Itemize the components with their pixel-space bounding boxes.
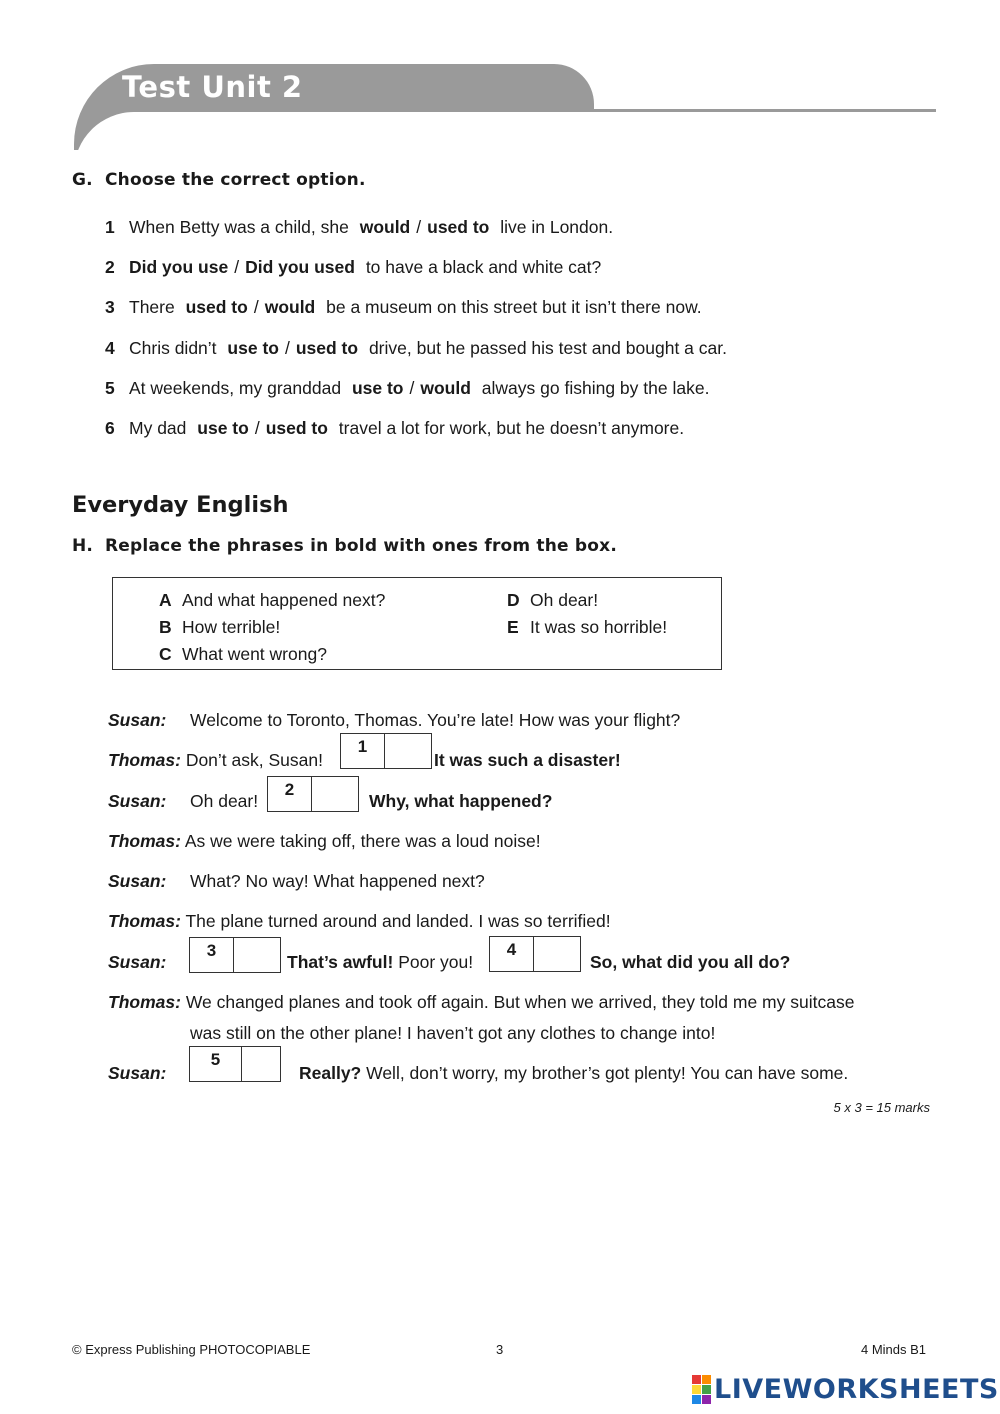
answer-blank[interactable]	[234, 938, 280, 972]
slash: /	[409, 378, 415, 398]
option-text: Oh dear!	[530, 590, 599, 610]
header-rule	[590, 109, 936, 112]
task-h-instruction: Replace the phrases in bold with ones from the box.	[105, 536, 617, 556]
speaker: Susan:	[108, 1063, 167, 1083]
option-text: It was so horrible!	[530, 617, 668, 637]
item-number: 6	[105, 418, 115, 438]
item-text: to have a black and white cat?	[365, 257, 602, 277]
task-h-heading	[72, 536, 617, 556]
answer-number: 5	[190, 1047, 242, 1081]
logo-tile	[692, 1395, 701, 1404]
item-text: My dad	[129, 418, 187, 438]
bold-phrase-2: Why, what happened?	[369, 791, 553, 811]
slash: /	[253, 297, 259, 317]
dialogue-line-5	[108, 871, 485, 892]
task-g-letter: G.	[72, 170, 93, 190]
option-1[interactable]: used to	[185, 297, 248, 317]
line-text: Welcome to Toronto, Thomas. You’re late! How was your flight?	[190, 710, 681, 730]
speaker: Susan:	[108, 871, 167, 891]
dialogue-line-7-middle	[287, 952, 473, 973]
bold-phrase-3: That’s awful!	[287, 952, 394, 972]
option-key: B	[159, 617, 172, 637]
liveworksheets-text: LIVEWORKSHEETS	[714, 1374, 999, 1405]
task-g-item-6	[105, 418, 684, 439]
phrase-option-e	[507, 617, 667, 638]
footer-book-title: 4 Minds B1	[861, 1342, 927, 1357]
option-1[interactable]: use to	[227, 338, 279, 358]
item-number: 4	[105, 338, 115, 358]
speaker: Susan:	[108, 952, 167, 972]
footer-copyright: © Express Publishing PHOTOCOPIABLE	[72, 1342, 311, 1357]
option-key: A	[159, 590, 172, 610]
option-1[interactable]: use to	[197, 418, 249, 438]
line-text: What? No way! What happened next?	[190, 871, 485, 891]
option-2[interactable]: used to	[427, 217, 490, 237]
header-tab-curve	[74, 112, 614, 172]
bold-phrase-1: It was such a disaster!	[434, 750, 621, 770]
line-text: Well, don’t worry, my brother’s got plenty! You can have some.	[366, 1063, 849, 1083]
option-key: E	[507, 617, 519, 637]
section-title: Everyday English	[72, 492, 289, 518]
item-text: always go fishing by the lake.	[481, 378, 710, 398]
phrase-option-b	[159, 617, 280, 638]
option-2[interactable]: would	[420, 378, 471, 398]
answer-blank[interactable]	[242, 1047, 280, 1081]
option-text: What went wrong?	[182, 644, 327, 664]
speaker: Susan:	[108, 791, 167, 811]
answer-box-4[interactable]	[489, 936, 581, 972]
task-g-item-1	[105, 217, 613, 238]
item-text: travel a lot for work, but he doesn’t anymore.	[338, 418, 685, 438]
task-h-letter: H.	[72, 536, 94, 556]
option-text: How terrible!	[182, 617, 281, 637]
logo-tile	[702, 1395, 711, 1404]
dialogue-line-4	[108, 831, 541, 852]
answer-box-2[interactable]	[267, 776, 359, 812]
item-number: 2	[105, 257, 115, 277]
line-text: Oh dear!	[190, 791, 259, 811]
logo-tile	[702, 1385, 711, 1394]
answer-blank[interactable]	[534, 937, 580, 971]
task-g-item-5	[105, 378, 709, 399]
phrase-box	[112, 577, 722, 670]
option-1[interactable]: would	[359, 217, 411, 237]
logo-tile	[692, 1385, 701, 1394]
phrase-option-d	[507, 590, 598, 611]
page-title: Test Unit 2	[122, 70, 303, 104]
line-text: Poor you!	[398, 952, 474, 972]
dialogue-line-1	[108, 710, 680, 731]
task-g-item-2	[105, 257, 601, 278]
dialogue-line-9	[108, 1063, 166, 1084]
task-g-item-4	[105, 338, 727, 359]
dialogue-line-6	[108, 911, 611, 932]
line-text: As we were taking off, there was a loud noise!	[184, 831, 541, 851]
answer-blank[interactable]	[312, 777, 358, 811]
item-text: When Betty was a child, she	[129, 217, 349, 237]
line-text: Don’t ask, Susan!	[185, 750, 323, 770]
speaker: Thomas:	[108, 992, 181, 1012]
speaker: Susan:	[108, 710, 167, 730]
item-text: There	[129, 297, 175, 317]
liveworksheets-logo	[692, 1374, 999, 1405]
item-text: At weekends, my granddad	[129, 378, 342, 398]
line-text: The plane turned around and landed. I was so terrified!	[185, 911, 611, 931]
task-g-heading	[72, 170, 366, 190]
dialogue-line-2	[108, 750, 323, 771]
option-2[interactable]: used to	[265, 418, 328, 438]
liveworksheets-icon	[692, 1375, 711, 1404]
phrase-option-a	[159, 590, 385, 611]
option-1[interactable]: use to	[351, 378, 404, 398]
option-2[interactable]: Did you used	[245, 257, 355, 277]
marks-note: 5 x 3 = 15 marks	[833, 1100, 930, 1115]
option-text: And what happened next?	[182, 590, 386, 610]
option-1[interactable]: Did you use	[129, 257, 229, 277]
item-text: drive, but he passed his test and bought a car.	[368, 338, 727, 358]
speaker: Thomas:	[108, 750, 181, 770]
answer-number: 3	[190, 938, 234, 972]
dialogue-line-8	[108, 992, 854, 1013]
item-number: 5	[105, 378, 115, 398]
speaker: Thomas:	[108, 831, 181, 851]
dialogue-line-3	[108, 791, 258, 812]
option-key: D	[507, 590, 520, 610]
answer-box-5[interactable]	[189, 1046, 281, 1082]
logo-tile	[702, 1375, 711, 1384]
dialogue-line-9-end	[299, 1063, 848, 1084]
item-text: live in London.	[500, 217, 614, 237]
bold-phrase-4: So, what did you all do?	[590, 952, 791, 972]
item-text: Chris didn’t	[129, 338, 217, 358]
item-number: 3	[105, 297, 115, 317]
answer-number: 1	[341, 734, 385, 768]
answer-blank[interactable]	[385, 734, 431, 768]
bold-phrase-5: Really?	[299, 1063, 362, 1083]
slash: /	[234, 257, 240, 277]
dialogue-line-8-cont: was still on the other plane! I haven’t got any clothes to change into!	[190, 1023, 716, 1043]
logo-tile	[692, 1375, 701, 1384]
item-text: be a museum on this street but it isn’t there now.	[326, 297, 702, 317]
item-number: 1	[105, 217, 115, 237]
answer-number: 2	[268, 777, 312, 811]
dialogue-line-7	[108, 952, 166, 973]
answer-number: 4	[490, 937, 534, 971]
option-2[interactable]: would	[264, 297, 316, 317]
answer-box-3[interactable]	[189, 937, 281, 973]
task-g-item-3	[105, 297, 702, 318]
footer-page-number: 3	[496, 1342, 504, 1357]
slash: /	[416, 217, 422, 237]
option-2[interactable]: used to	[295, 338, 359, 358]
answer-box-1[interactable]	[340, 733, 432, 769]
phrase-option-c	[159, 644, 327, 665]
speaker: Thomas:	[108, 911, 181, 931]
slash: /	[284, 338, 290, 358]
task-g-instruction: Choose the correct option.	[105, 170, 366, 190]
option-key: C	[159, 644, 172, 664]
slash: /	[254, 418, 260, 438]
line-text: We changed planes and took off again. But when we arrived, they told me my suitcase	[185, 992, 855, 1012]
